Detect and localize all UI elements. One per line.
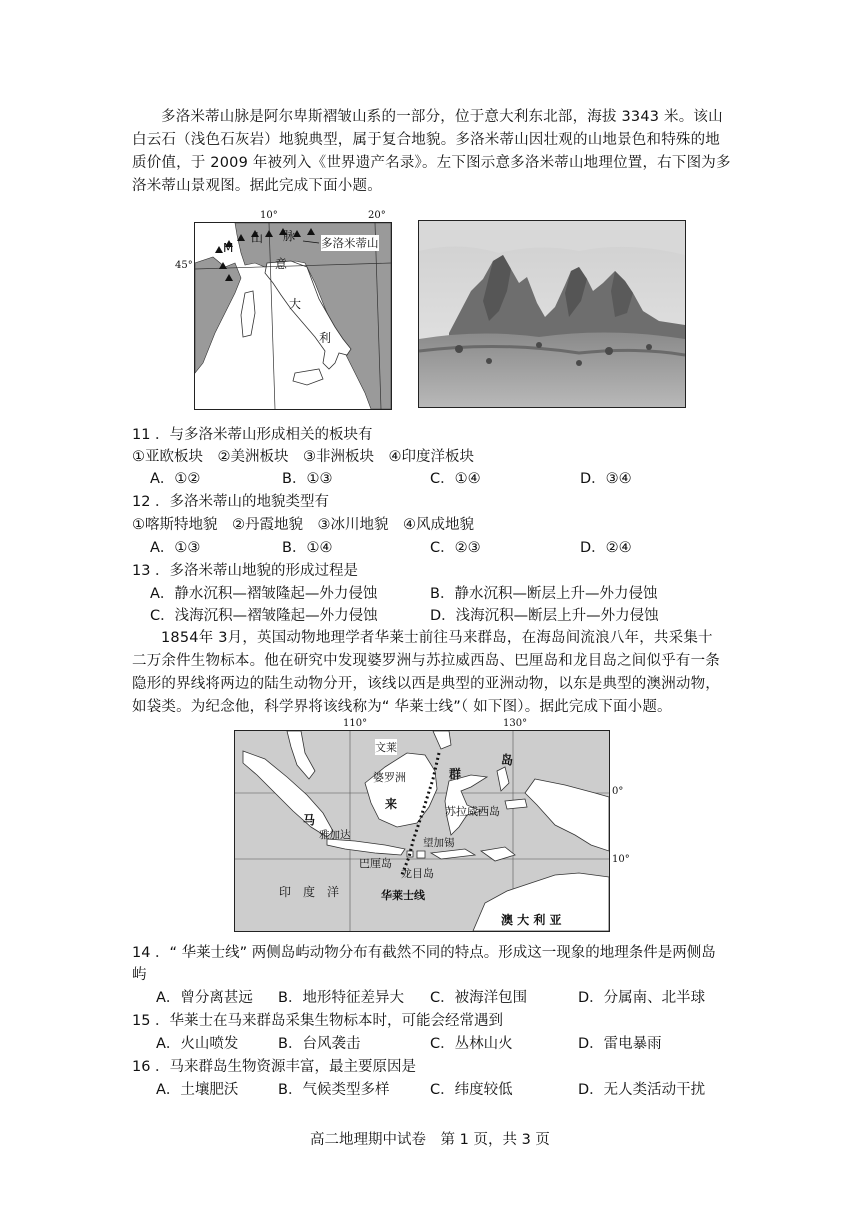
dolomites-landscape-photo bbox=[418, 220, 686, 408]
question-12-option-d: D．②④ bbox=[580, 540, 632, 556]
map-label-da: 大 bbox=[289, 297, 302, 311]
question-11-option-a: A．①② bbox=[150, 471, 201, 487]
label-sulawesi: 苏拉威西岛 bbox=[445, 805, 500, 818]
dolomites-location-map bbox=[194, 222, 392, 410]
passage-2-line: 二万余件生物标本。他在研究中发现婆罗洲与苏拉威西岛、巴厘岛和龙目岛之间似乎有一条 bbox=[132, 653, 720, 669]
lat-label-45: 45° bbox=[175, 260, 193, 271]
question-16-option-d: D．无人类活动干扰 bbox=[578, 1082, 706, 1098]
question-11-stem: 11 ．与多洛米蒂山形成相关的板块有 bbox=[132, 427, 373, 443]
lon-label-110: 110° bbox=[343, 718, 368, 729]
label-bali: 巴厘岛 bbox=[359, 857, 392, 870]
question-16-stem: 16 ．马来群岛生物资源丰富，最主要原因是 bbox=[132, 1059, 417, 1075]
question-12-items: ①喀斯特地貌 ②丹霞地貌 ③冰川地貌 ④风成地貌 bbox=[132, 517, 474, 533]
map-label-yi: 意 bbox=[275, 257, 288, 271]
map-label-shan: 山 bbox=[251, 231, 264, 245]
label-lai: 来 bbox=[385, 797, 398, 811]
question-15-option-b: B．台风袭击 bbox=[278, 1036, 361, 1052]
question-12-option-b: B．①④ bbox=[282, 540, 333, 556]
question-11-option-d: D．③④ bbox=[580, 471, 632, 487]
question-13-option-b: B．静水沉积—断层上升—外力侵蚀 bbox=[430, 586, 658, 602]
question-13-option-c: C．浅海沉积—褶皱隆起—外力侵蚀 bbox=[150, 608, 378, 624]
page-footer: 高二地理期中试卷 第 1 页，共 3 页 bbox=[310, 1132, 550, 1148]
question-13-stem: 13 ．多洛米蒂山地貌的形成过程是 bbox=[132, 563, 359, 579]
label-australia: 澳 大 利 亚 bbox=[501, 913, 562, 927]
question-13-option-a: A．静水沉积—褶皱隆起—外力侵蚀 bbox=[150, 586, 378, 602]
question-15-stem: 15 ．华莱士在马来群岛采集生物标本时，可能会经常遇到 bbox=[132, 1013, 504, 1029]
label-brunei: 文莱 bbox=[375, 741, 397, 754]
question-12-stem: 12 ．多洛米蒂山的地貌类型有 bbox=[132, 494, 330, 510]
label-borneo: 婆罗洲 bbox=[373, 771, 406, 784]
passage-1-line: 质价值，于 2009 年被列入《世界遗产名录》。左下图示意多洛米蒂山地理位置，右下图为多 bbox=[132, 155, 731, 171]
label-wallace-line: 华莱士线 bbox=[381, 889, 425, 902]
question-16-option-c: C．纬度较低 bbox=[430, 1082, 513, 1098]
question-14-stem: 14 ．“ 华莱士线” 两侧岛屿动物分布有截然不同的特点。形成这一现象的地理条件是两侧岛 bbox=[132, 945, 716, 961]
lat-label-10: 10° bbox=[612, 854, 630, 865]
passage-2-line: 隐形的界线将两边的陆生动物分开，该线以西是典型的亚洲动物，以东是典型的澳洲动物， bbox=[132, 676, 720, 692]
lon-label-20: 20° bbox=[368, 210, 386, 221]
passage-1-line: 白云石（浅色石灰岩）地貌典型，属于复合地貌。多洛米蒂山因壮观的山地景色和特殊的地 bbox=[132, 132, 720, 148]
question-11-items: ①亚欧板块 ②美洲板块 ③非洲板块 ④印度洋板块 bbox=[132, 449, 474, 465]
question-16-option-b: B．气候类型多样 bbox=[278, 1082, 390, 1098]
label-lombok: 龙目岛 bbox=[401, 867, 434, 880]
passage-1-line: 多洛米蒂山脉是阿尔卑斯褶皱山系的一部分，位于意大利东北部，海拔 3343 米。该山 bbox=[161, 109, 723, 125]
question-11-option-c: C．①④ bbox=[430, 471, 481, 487]
lat-label-0: 0° bbox=[612, 786, 624, 797]
passage-2 bbox=[132, 627, 732, 719]
label-dao: 岛 bbox=[501, 753, 514, 767]
question-14-stem-cont: 屿 bbox=[132, 967, 147, 983]
label-ma: 马 bbox=[303, 813, 316, 827]
passage-2-line: 1854年 3月，英国动物地理学者华莱士前往马来群岛，在海岛间流浪八年，共采集十 bbox=[161, 630, 713, 646]
question-12-option-a: A．①③ bbox=[150, 540, 201, 556]
lon-label-130: 130° bbox=[503, 718, 528, 729]
question-11-option-b: B．①③ bbox=[282, 471, 333, 487]
question-14-option-d: D．分属南、北半球 bbox=[578, 990, 706, 1006]
label-indian-ocean: 印 度 洋 bbox=[279, 885, 340, 899]
label-makassar: 望加锡 bbox=[423, 837, 455, 849]
question-14-option-c: C．被海洋包围 bbox=[430, 990, 528, 1006]
lon-label-10: 10° bbox=[260, 210, 278, 221]
label-qun: 群 bbox=[449, 767, 462, 781]
question-13-option-d: D．浅海沉积—断层上升—外力侵蚀 bbox=[430, 608, 659, 624]
map-label-li: 利 bbox=[319, 331, 332, 345]
question-15-option-d: D．雷电暴雨 bbox=[578, 1036, 662, 1052]
map-label-m: M bbox=[223, 241, 234, 255]
question-12-option-c: C．②③ bbox=[430, 540, 481, 556]
question-14-option-b: B．地形特征差异大 bbox=[278, 990, 404, 1006]
passage-2-line: 如袋类。为纪念他，科学界将该线称为“ 华莱士线”（ 如下图）。据此完成下面小题。 bbox=[132, 699, 672, 715]
question-15-option-a: A．火山喷发 bbox=[156, 1036, 239, 1052]
question-15-option-c: C．丛林山火 bbox=[430, 1036, 513, 1052]
wallace-line-map bbox=[234, 730, 610, 932]
dolomites-label: 多洛米蒂山 bbox=[321, 236, 379, 250]
question-14-option-a: A．曾分离甚远 bbox=[156, 990, 253, 1006]
map-label-mai: 脉 bbox=[283, 229, 296, 243]
question-16-option-a: A．土壤肥沃 bbox=[156, 1082, 239, 1098]
label-jakarta: 雅加达 bbox=[319, 829, 351, 841]
passage-1 bbox=[132, 106, 732, 198]
passage-1-line: 洛米蒂山景观图。据此完成下面小题。 bbox=[132, 178, 382, 194]
